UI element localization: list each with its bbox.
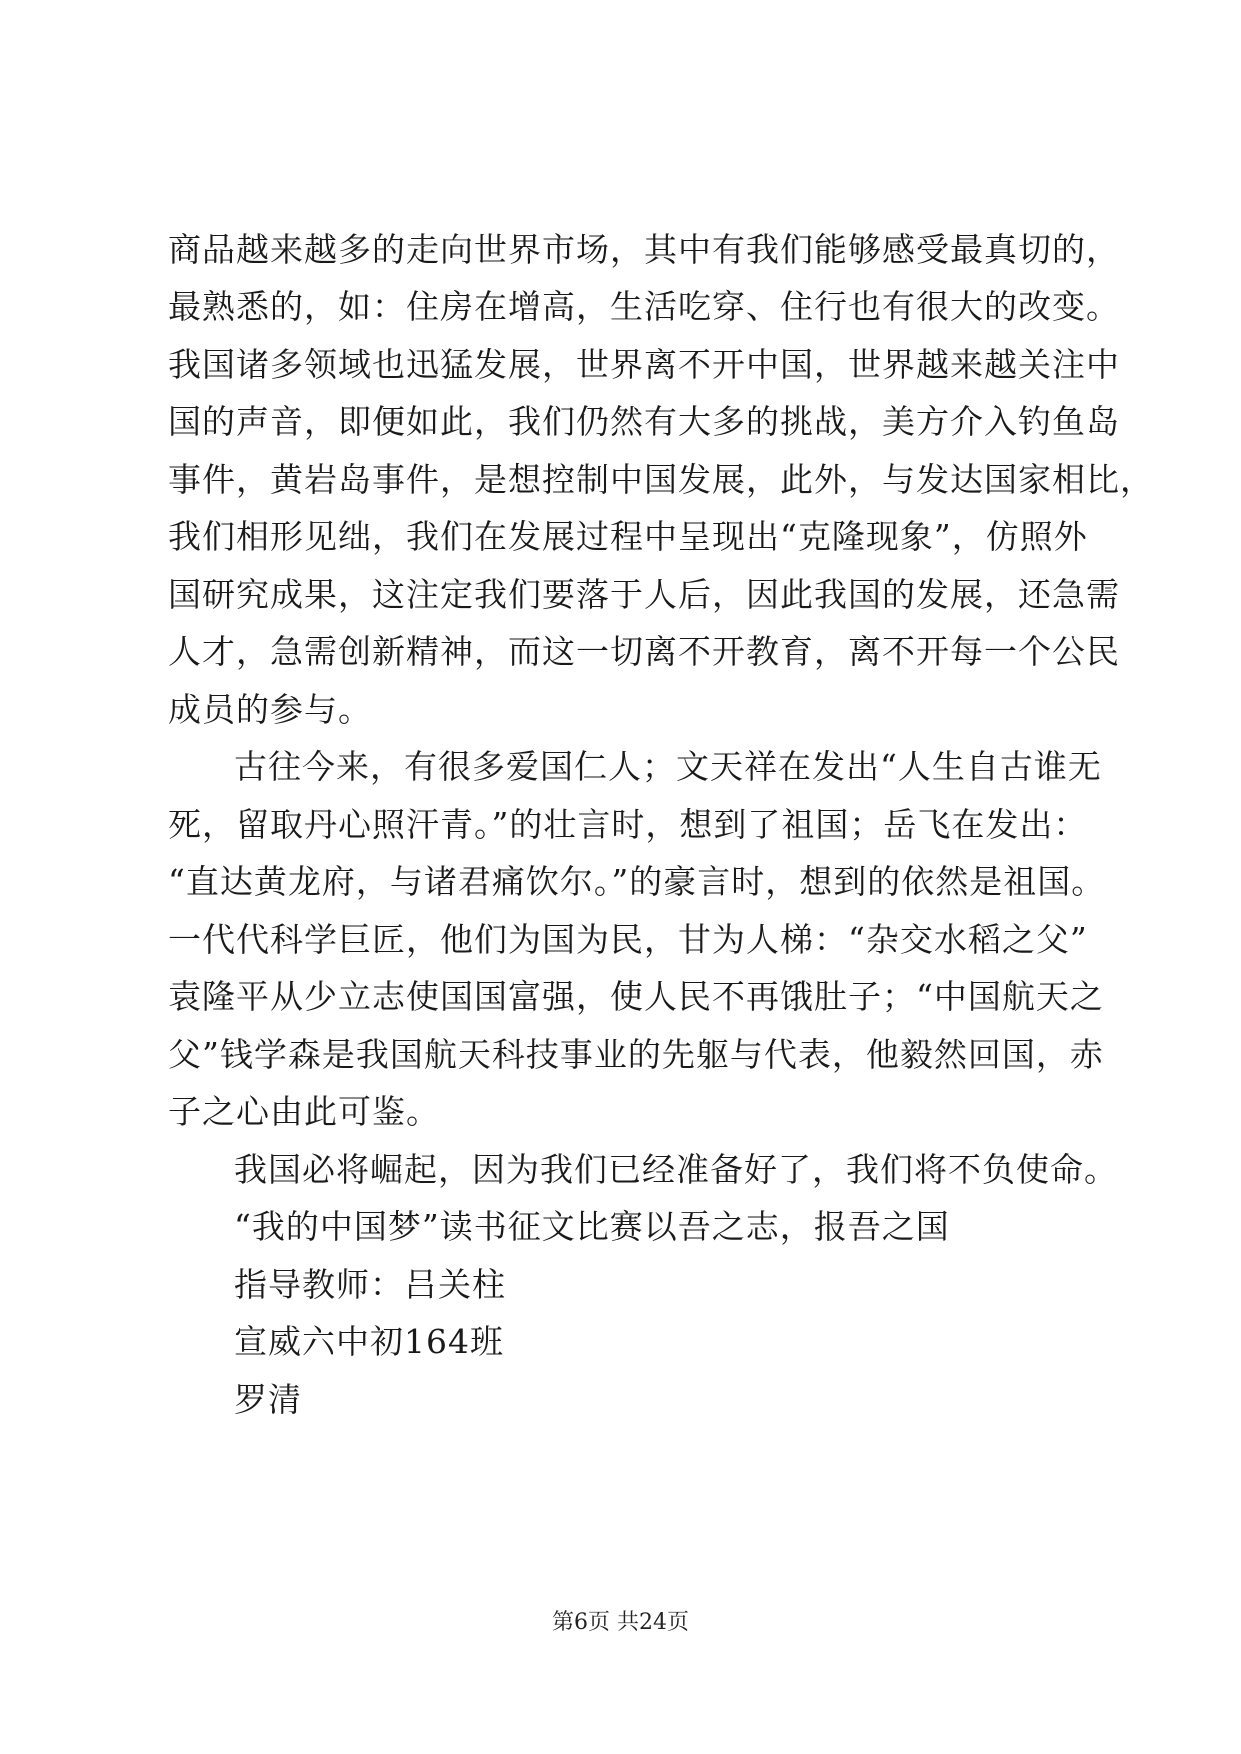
text-line-12: “直达黄龙府，与诸君痛饮尔。”的豪言时，想到的依然是祖国。 xyxy=(168,862,1106,901)
text-line-11: 死，留取丹心照汗青。”的壮言时，想到了祖国；岳飞在发出： xyxy=(168,805,1088,844)
author-line: 罗清 xyxy=(234,1380,302,1419)
text-line-6: 我们相形见绌，我们在发展过程中呈现出“克隆现象”，仿照外 xyxy=(168,517,1088,556)
text-line-5: 事件，黄岩岛事件，是想控制中国发展，此外，与发达国家相比， xyxy=(168,460,1154,499)
text-line-16: 子之心由此可鉴。 xyxy=(168,1092,440,1131)
text-line-7: 国研究成果，这注定我们要落于人后，因此我国的发展，还急需 xyxy=(168,575,1120,614)
text-line-2: 最熟悉的，如：住房在增高，生活吃穿、住行也有很大的改变。 xyxy=(168,287,1120,326)
text-line-1: 商品越来越多的走向世界市场，其中有我们能够感受最真切的， xyxy=(168,230,1120,269)
text-line-17: 我国必将崛起，因为我们已经准备好了，我们将不负使命。 xyxy=(234,1150,1118,1189)
class-line: 宣威六中初164班 xyxy=(234,1322,504,1361)
text-line-9: 成员的参与。 xyxy=(168,690,372,729)
essay-title-line: “我的中国梦”读书征文比赛以吾之志，报吾之国 xyxy=(234,1207,950,1246)
text-line-15: 父”钱学森是我国航天科技事业的先躯与代表，他毅然回国，赤 xyxy=(168,1035,1104,1074)
text-line-14: 袁隆平从少立志使国国富强，使人民不再饿肚子；“中国航天之 xyxy=(168,977,1104,1016)
text-line-4: 国的声音，即便如此，我们仍然有大多的挑战，美方介入钓鱼岛 xyxy=(168,402,1120,441)
text-line-13: 一代代科学巨匠，他们为国为民，甘为人梯：“杂交水稻之父” xyxy=(168,920,1088,959)
text-line-8: 人才，急需创新精神，而这一切离不开教育，离不开每一个公民 xyxy=(168,632,1120,671)
page-number-footer: 第6页 共24页 xyxy=(552,1610,689,1635)
text-line-10: 古往今来，有很多爱国仁人；文天祥在发出“人生自古谁无 xyxy=(234,747,1102,786)
text-line-3: 我国诸多领域也迅猛发展，世界离不开中国，世界越来越关注中 xyxy=(168,345,1120,384)
instructor-line: 指导教师：吕关柱 xyxy=(234,1265,506,1304)
